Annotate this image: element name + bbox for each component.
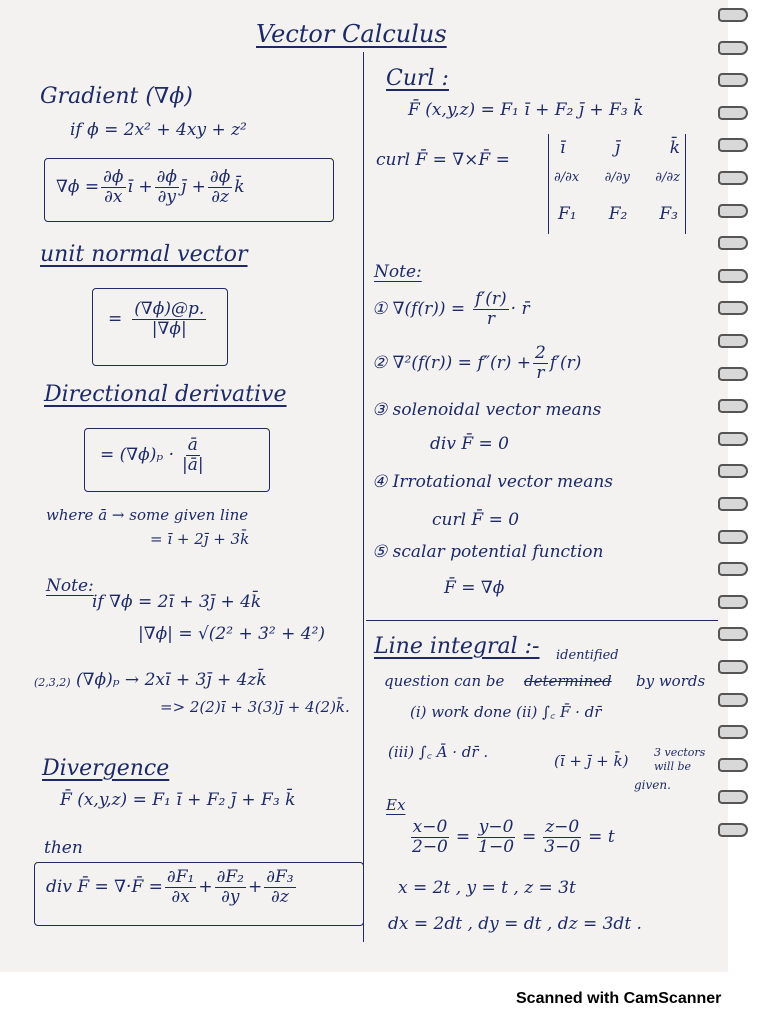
left-note-label: Note: <box>46 576 94 596</box>
right-note-2-tail: f′(r) <box>549 353 582 374</box>
grad-den-1: ∂x <box>104 186 123 207</box>
grad-num-2: ∂ϕ <box>156 167 177 187</box>
right-note-5: ⑤ scalar potential function <box>372 542 604 562</box>
curl-r3c3: F₃ <box>659 204 678 224</box>
grad-vec-2: j̄ + <box>180 177 206 198</box>
right-note-5-eq: F̄ = ∇ϕ <box>444 578 505 598</box>
curl-r1c2: j̄ <box>614 138 621 158</box>
right-note-1-tail: · r̄ <box>510 299 530 320</box>
curl-r2c1: ∂/∂x <box>554 170 580 185</box>
directional-formula <box>100 436 208 474</box>
div-den-3: ∂z <box>271 886 289 907</box>
directional-heading: Directional derivative <box>44 382 287 407</box>
div-num-2: ∂F₂ <box>216 867 244 887</box>
li-f1-num: x−0 <box>412 817 448 837</box>
spiral-ring <box>718 562 748 576</box>
spiral-ring <box>718 334 748 348</box>
line-integral-q1: question can be <box>384 672 505 690</box>
curl-row-2 <box>554 170 680 185</box>
right-note-4-eq: curl F̄ = 0 <box>432 510 520 530</box>
spiral-ring <box>718 399 748 413</box>
right-note-1 <box>372 290 530 328</box>
spiral-ring <box>718 432 748 446</box>
line-integral-diff: dx = 2dt , dy = dt , dz = 3dt . <box>388 914 642 934</box>
curl-field: F̄ (x,y,z) = F₁ ī + F₂ j̄ + F₃ k̄ <box>408 100 644 120</box>
spiral-ring <box>718 269 748 283</box>
line-integral-w1: (i) work done (ii) ∫꜀ F̄ · dr̄ <box>410 703 602 721</box>
li-f3-num: z−0 <box>545 817 580 837</box>
left-note-line-2: |∇ϕ| = √(2² + 3² + 4²) <box>138 624 326 644</box>
line-integral-struck: determined <box>524 672 612 690</box>
spiral-binding <box>712 8 752 868</box>
curl-r3c1: F₁ <box>558 204 577 224</box>
curl-lhs: curl F̄ = ∇×F̄ = <box>376 150 510 170</box>
right-note-2-num: 2 <box>535 343 546 363</box>
right-note-1-lhs: ① ∇(f(r)) = <box>372 299 466 320</box>
curl-row-1 <box>560 138 680 158</box>
line-integral-vecnote-2: will be <box>654 760 692 773</box>
left-note-point: (2,3,2) <box>34 676 71 689</box>
curl-r3c2: F₂ <box>608 204 628 224</box>
directional-lhs: = (∇ϕ)ₚ · <box>100 445 174 466</box>
li-f2-num: y−0 <box>478 817 514 837</box>
spiral-ring <box>718 627 748 641</box>
unit-normal-eq: = <box>108 309 123 330</box>
right-note-label: Note: <box>374 262 422 282</box>
line-integral-heading: Line integral :- <box>374 634 540 659</box>
spiral-ring <box>718 530 748 544</box>
grad-den-3: ∂z <box>211 186 229 207</box>
line-integral-param: x = 2t , y = t , z = 3t <box>398 878 576 898</box>
spiral-ring <box>718 823 748 837</box>
spiral-ring <box>718 758 748 772</box>
grad-num-1: ∂ϕ <box>103 167 124 187</box>
line-integral-ex: Ex <box>386 796 406 814</box>
line-integral-vecnote-3: given. <box>634 778 671 792</box>
div-num-3: ∂F₃ <box>266 867 294 887</box>
div-plus-1: + <box>198 877 213 898</box>
right-note-1-num: f′(r) <box>475 289 507 309</box>
divergence-formula <box>46 868 298 906</box>
unit-normal-formula <box>108 300 208 338</box>
li-f1-den: 2−0 <box>412 836 448 857</box>
curl-r1c1: ī <box>560 138 566 158</box>
scanner-watermark: Scanned with CamScanner <box>516 990 722 1007</box>
spiral-ring <box>718 171 748 185</box>
grad-num-3: ∂ϕ <box>209 167 231 187</box>
unit-normal-den: |∇ϕ| <box>151 318 187 339</box>
right-note-2-lhs: ② ∇²(f(r)) = f″(r) + <box>372 353 532 374</box>
spiral-ring <box>718 464 748 478</box>
spiral-ring <box>718 301 748 315</box>
left-note-line-4: => 2(2)ī + 3(3)j̄ + 4(2)k̄. <box>160 698 350 716</box>
column-divider <box>363 52 364 942</box>
div-den-2: ∂y <box>221 886 240 907</box>
directional-den: |ā| <box>181 454 204 475</box>
line-integral-w3: (iii) ∫꜀ Ā · dr̄ . <box>388 743 489 761</box>
grad-vec-3: k̄ <box>234 177 245 198</box>
section-divider <box>366 620 718 621</box>
li-f3-den: 3−0 <box>544 836 581 857</box>
left-note-line-1: if ∇ϕ = 2ī + 3j̄ + 4k̄ <box>92 592 262 612</box>
right-note-1-den: r <box>486 308 495 329</box>
spiral-ring <box>718 367 748 381</box>
gradient-given: if ϕ = 2x² + 4xy + z² <box>70 120 247 140</box>
spiral-ring <box>718 693 748 707</box>
grad-vec-1: ī + <box>127 177 153 198</box>
right-note-3-eq: div F̄ = 0 <box>430 434 509 454</box>
spiral-ring <box>718 725 748 739</box>
li-eq-1: = <box>455 827 471 848</box>
div-num-1: ∂F₁ <box>166 867 195 887</box>
li-f2-den: 1−0 <box>478 836 515 857</box>
gradient-formula <box>56 168 245 206</box>
divergence-then: then <box>44 838 83 858</box>
grad-den-2: ∂y <box>157 186 176 207</box>
gradient-lhs: ∇ϕ = <box>56 177 100 198</box>
divergence-lhs: div F̄ = ∇·F̄ = <box>46 877 163 898</box>
divergence-heading: Divergence <box>42 756 170 781</box>
curl-row-3 <box>558 204 678 224</box>
curl-r2c3: ∂/∂z <box>655 170 680 185</box>
right-note-4: ④ Irrotational vector means <box>372 472 614 492</box>
spiral-ring <box>718 41 748 55</box>
div-den-1: ∂x <box>171 886 190 907</box>
spiral-ring <box>718 204 748 218</box>
directional-num: ā <box>187 435 198 455</box>
line-integral-vecnote-1: 3 vectors <box>654 746 706 759</box>
page-title: Vector Calculus <box>256 20 447 48</box>
spiral-ring <box>718 73 748 87</box>
line-integral-q1b: by words <box>636 672 706 690</box>
line-integral-identified: identified <box>556 648 619 663</box>
div-plus-2: + <box>247 877 263 898</box>
directional-where: where ā → some given line <box>46 506 249 524</box>
spiral-ring <box>718 595 748 609</box>
line-integral-fractions <box>408 818 615 856</box>
unit-normal-heading: unit normal vector <box>40 242 248 267</box>
curl-heading: Curl : <box>386 66 449 91</box>
spiral-ring <box>718 138 748 152</box>
spiral-ring <box>718 790 748 804</box>
right-note-3: ③ solenoidal vector means <box>372 400 602 420</box>
spiral-ring <box>718 106 748 120</box>
gradient-heading: Gradient (∇ϕ) <box>40 84 193 109</box>
left-note-line-3: (∇ϕ)ₚ → 2xī + 3j̄ + 4zk̄ <box>76 670 267 690</box>
li-eq-t: = t <box>588 827 615 848</box>
directional-line-eq: = ī + 2j̄ + 3k̄ <box>150 530 250 548</box>
spiral-ring <box>718 497 748 511</box>
spiral-ring <box>718 8 748 22</box>
divergence-field: F̄ (x,y,z) = F₁ ī + F₂ j̄ + F₃ k̄ <box>60 790 296 810</box>
right-note-2 <box>372 344 581 382</box>
curl-r1c3: k̄ <box>669 138 680 158</box>
spiral-ring <box>718 660 748 674</box>
right-note-2-den: r <box>536 362 545 383</box>
spiral-ring <box>718 236 748 250</box>
unit-normal-num: (∇ϕ)@p. <box>134 299 205 319</box>
line-integral-vec: (ī + j̄ + k̄) <box>554 752 629 770</box>
li-eq-2: = <box>522 827 537 848</box>
curl-r2c2: ∂/∂y <box>604 170 630 185</box>
